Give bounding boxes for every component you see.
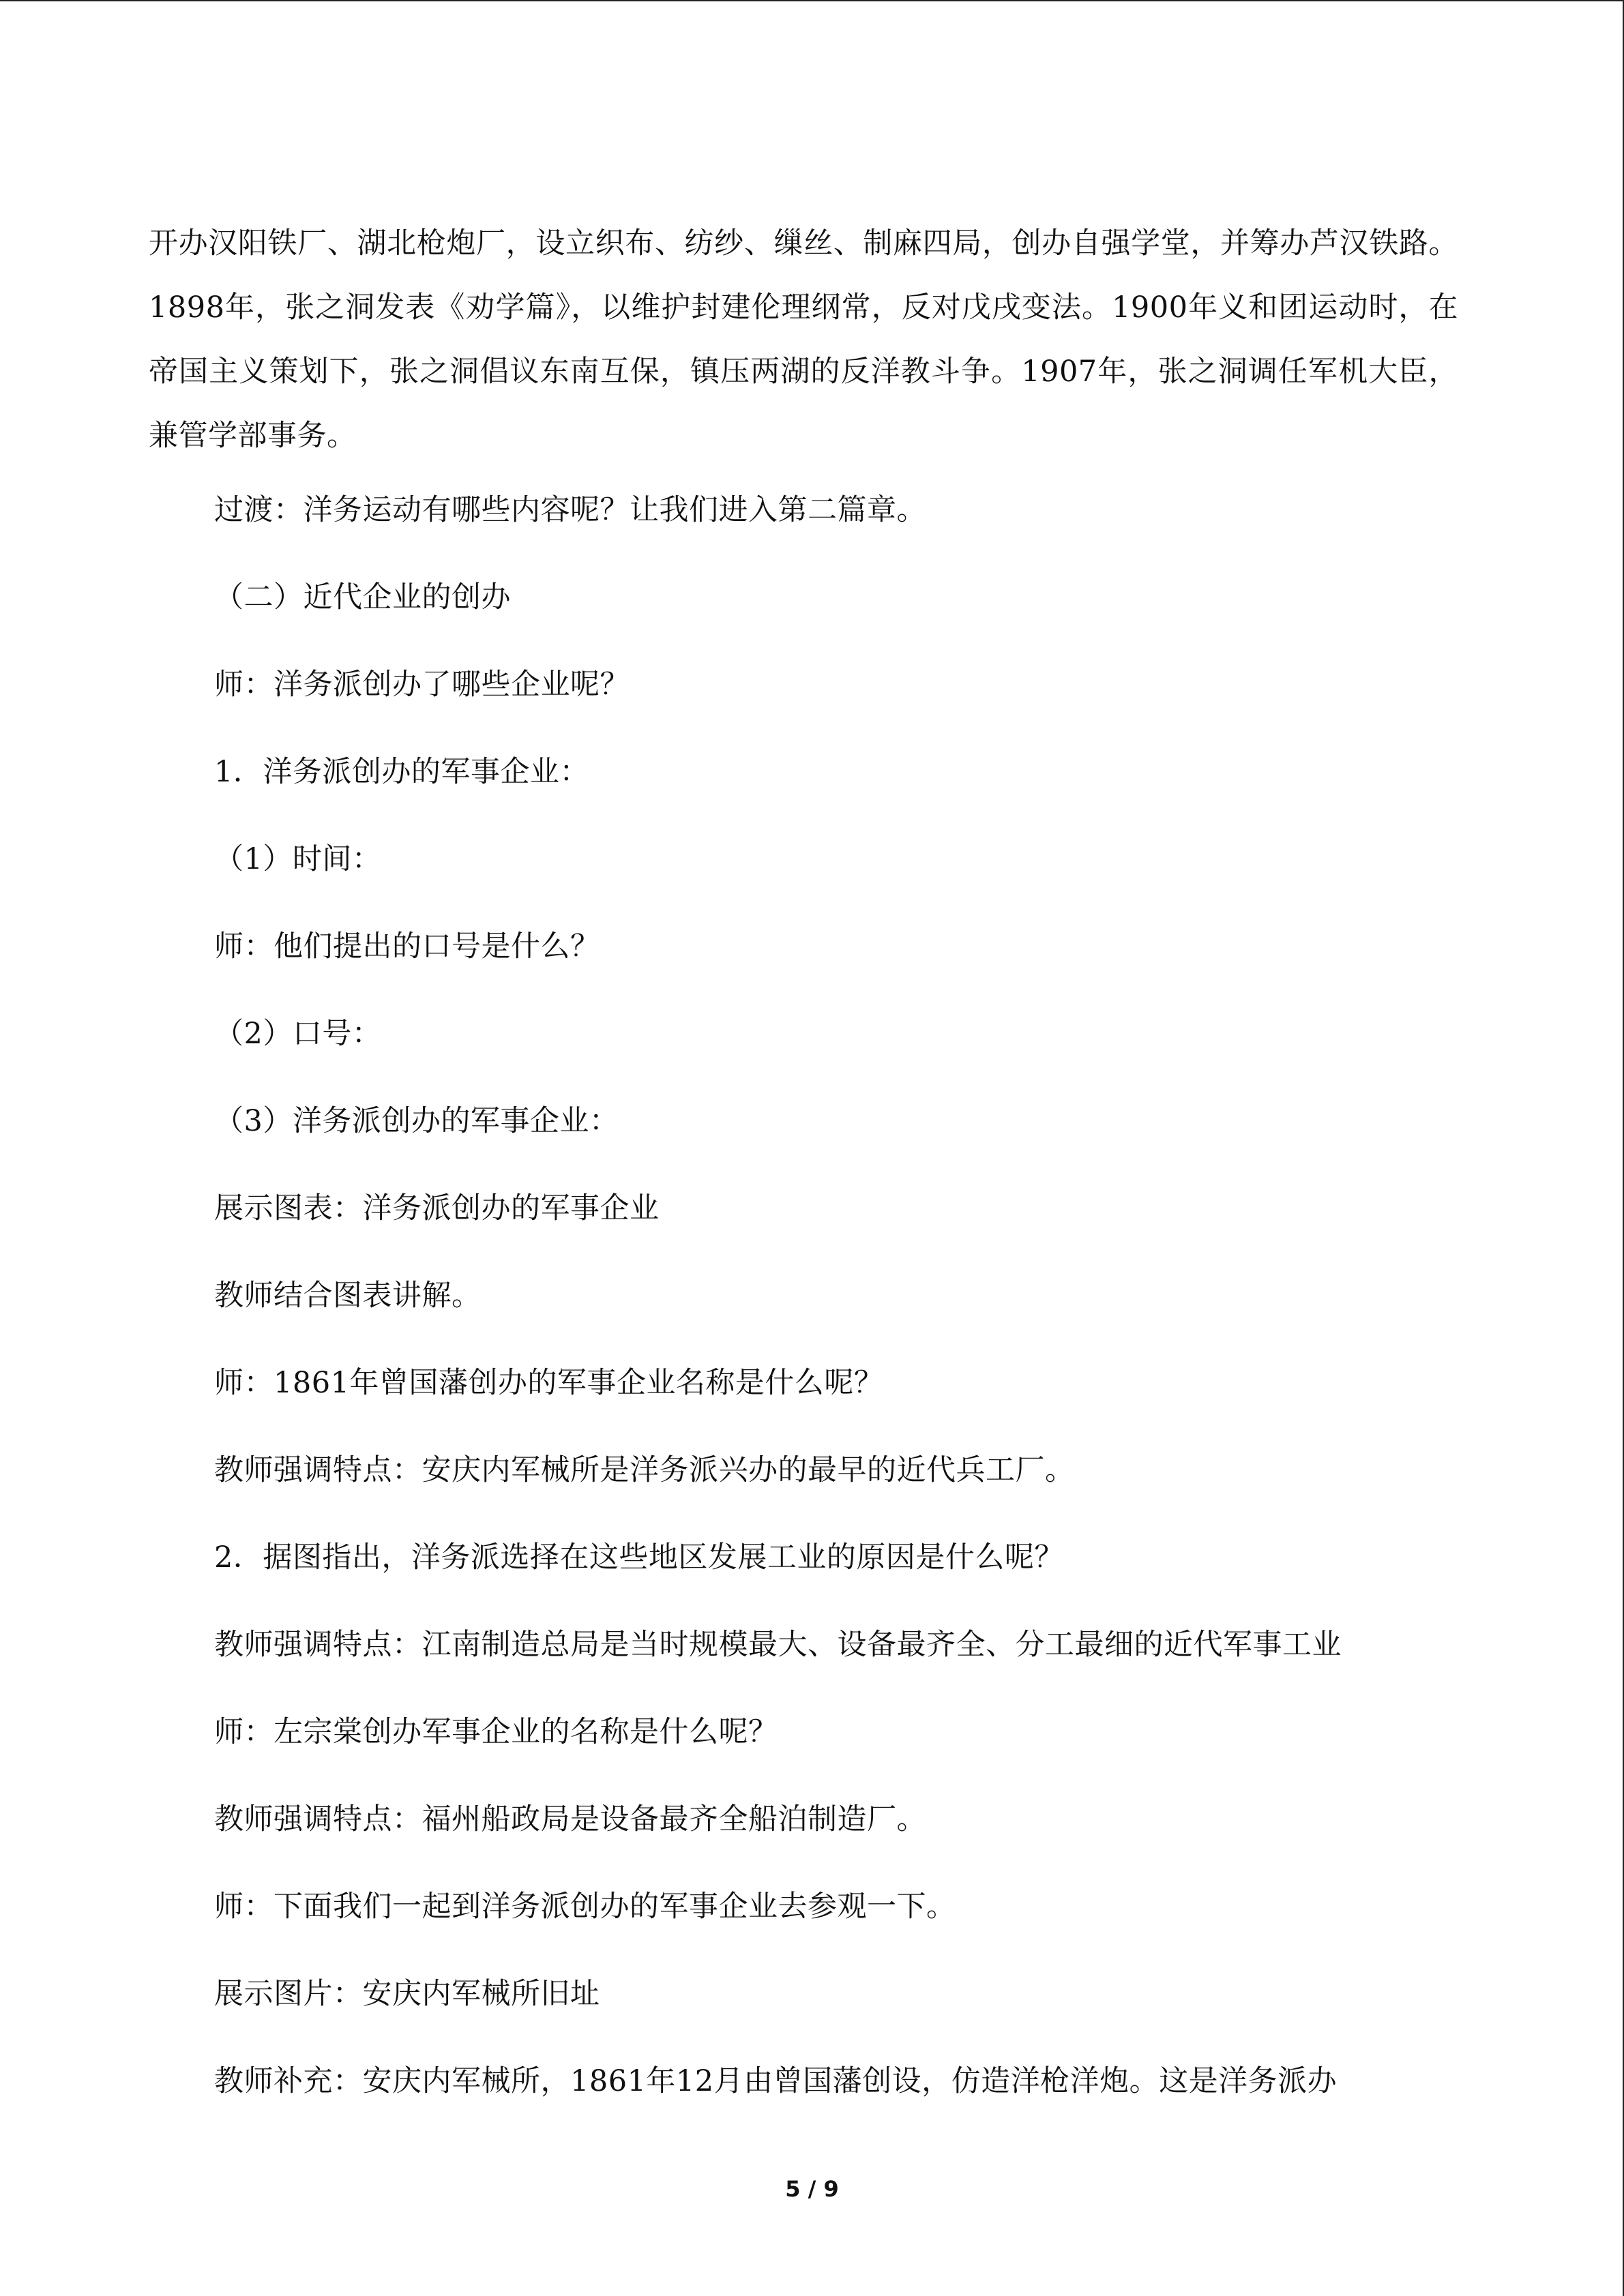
paragraph-question: 师：左宗棠创办军事企业的名称是什么呢？ — [214, 1715, 778, 1749]
paragraph-question: 师：洋务派创办了哪些企业呢？ — [214, 668, 630, 702]
paragraph-chart-note: 展示图表：洋务派创办的军事企业 — [214, 1191, 660, 1225]
sub-item-enterprises: （3）洋务派创办的军事企业： — [214, 1104, 619, 1138]
section-heading: （二）近代企业的创办 — [214, 580, 511, 614]
paragraph-transition: 过渡：洋务运动有哪些内容呢？让我们进入第二篇章。 — [214, 493, 926, 527]
paragraph-emphasis: 教师强调特点：福州船政局是设备最齐全船泊制造厂。 — [214, 1802, 926, 1836]
page-number: 5 / 9 — [785, 2176, 839, 2202]
sub-item-time: （1）时间： — [214, 842, 382, 876]
paragraph-visit: 师：下面我们一起到洋务派创办的军事企业去参观一下。 — [214, 1890, 956, 1924]
paragraph-image-note: 展示图片：安庆内军械所旧址 — [214, 1977, 600, 2011]
paragraph-question: 师：1861年曾国藩创办的军事企业名称是什么呢？ — [214, 1366, 884, 1400]
paragraph-supplement: 教师补充：安庆内军械所，1861年12月由曾国藩创设，仿造洋枪洋炮。这是洋务派办 — [214, 2064, 1338, 2098]
paragraph-explain: 教师结合图表讲解。 — [214, 1279, 482, 1313]
intro-paragraph: 开办汉阳铁厂、湖北枪炮厂，设立织布、纺纱、缫丝、制麻四局，创办自强学堂，并筹办芦汉铁路。1898年，张之洞发表《劝学篇》，以维护封建伦理纲常，反对戊戌变法。1900年义和团运动时，在帝国主义策划下，张之洞倡议东南互保，镇压两湖的反洋教斗争。1907年，张之洞调任军机大臣，兼管学部事务。 — [149, 226, 1458, 453]
paragraph-emphasis: 教师强调特点：安庆内军械所是洋务派兴办的最早的近代兵工厂。 — [214, 1453, 1075, 1487]
paragraph-question: 师：他们提出的口号是什么？ — [214, 929, 600, 964]
paragraph-emphasis: 教师强调特点：江南制造总局是当时规模最大、设备最齐全、分工最细的近代军事工业 — [214, 1628, 1342, 1662]
list-item-heading: 1．洋务派创办的军事企业： — [214, 755, 589, 789]
sub-item-slogan: （2）口号： — [214, 1017, 382, 1051]
list-item-heading: 2．据图指出，洋务派选择在这些地区发展工业的原因是什么呢？ — [214, 1540, 1064, 1575]
document-body — [149, 211, 1458, 2102]
